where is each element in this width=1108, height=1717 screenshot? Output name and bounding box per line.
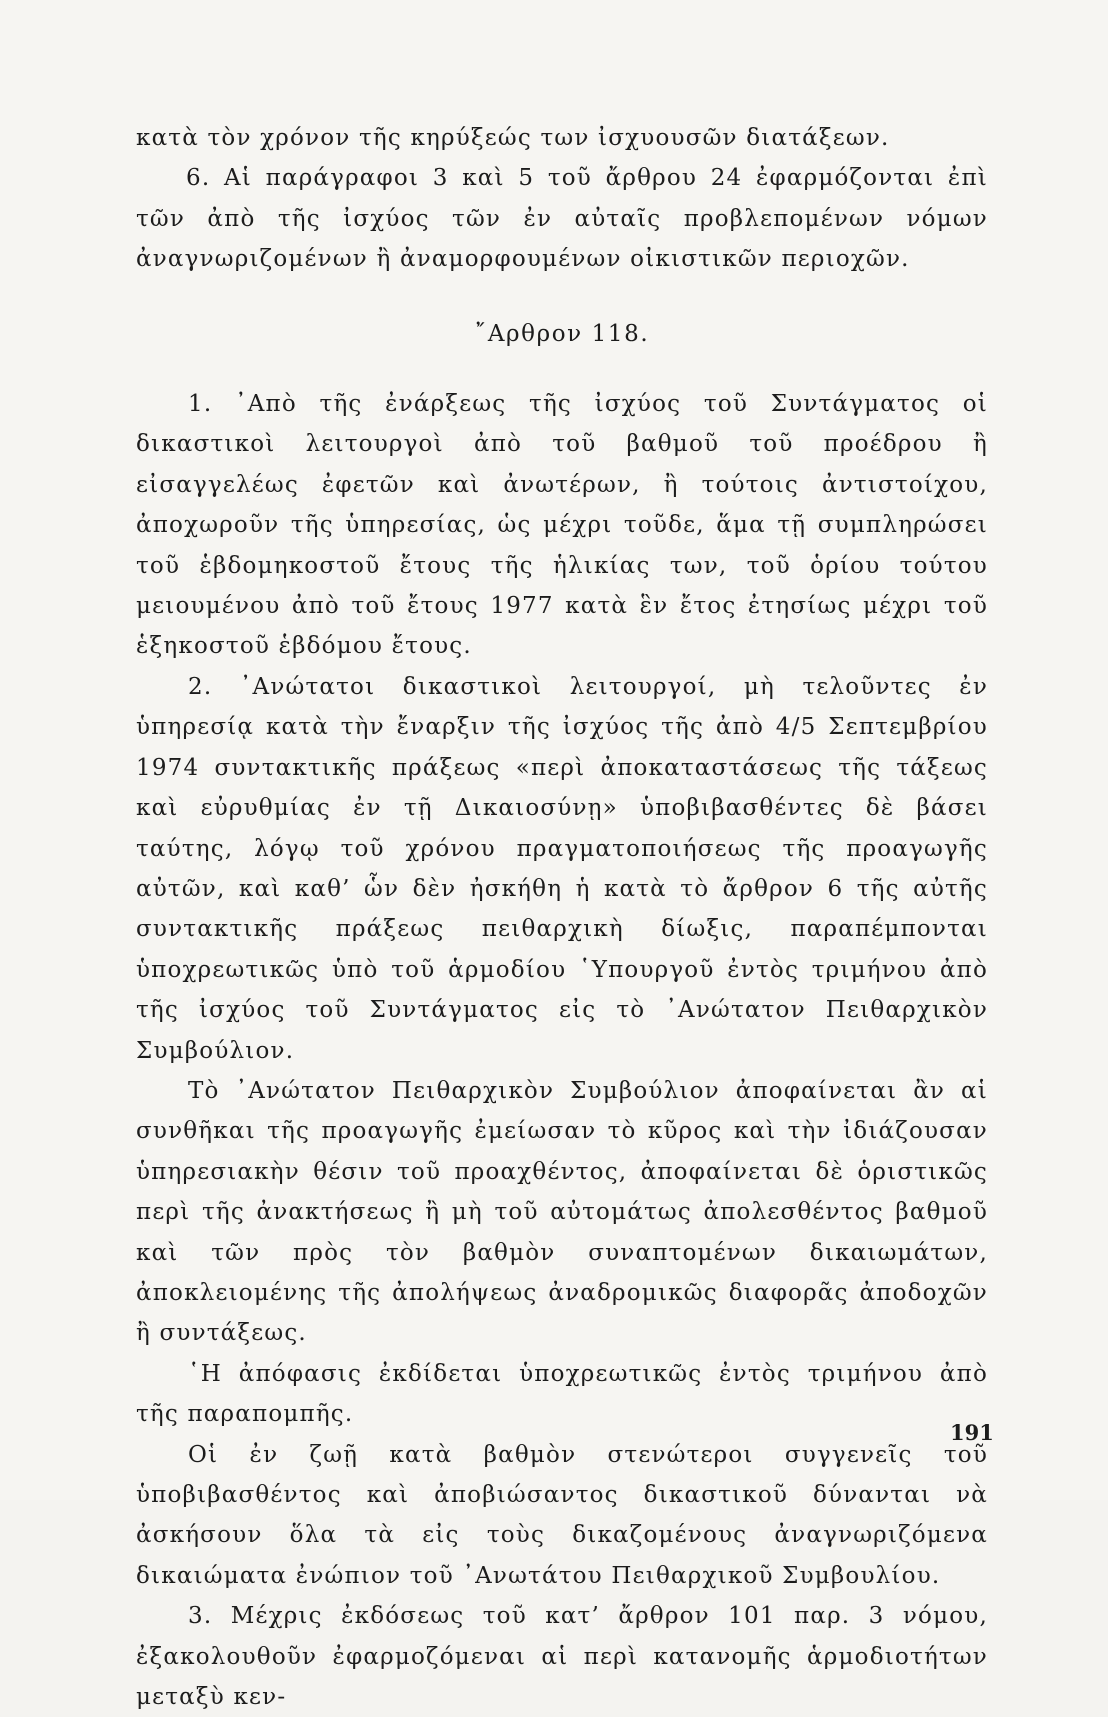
- paragraph-continuation: κατὰ τὸν χρόνον τῆς κηρύξεώς των ἰσχυουσῶν διατάξεων.: [136, 125, 890, 151]
- paragraph-1: 1. ᾿Απὸ τῆς ἐνάρξεως τῆς ἰσχύος τοῦ Συντάγματος οἱ δικαστικοὶ λειτουργοὶ ἀπὸ τοῦ βαθμοῦ τοῦ προέδρου ἢ εἰσαγγελέως ἐφετῶν καὶ ἀνωτέρων, ἢ τούτοις ἀντιστοίχου, ἀποχωροῦν τῆς ὑπηρεσίας, ὡς μέχρι τοῦδε, ἅμα τῇ συμπληρώσει τοῦ ἑβδομηκοστοῦ ἔτους τῆς ἡλικίας των, τοῦ ὁρίου τούτου μειουμένου ἀπὸ τοῦ ἔτους 1977 κατὰ ἓν ἔτος ἐτησίως μέχρι τοῦ ἑξηκοστοῦ ἑβδόμου ἔτους.: [136, 391, 988, 660]
- paragraph-6: 6. Αἱ παράγραφοι 3 καὶ 5 τοῦ ἄρθρου 24 ἐφαρμόζονται ἐπὶ τῶν ἀπὸ τῆς ἰσχύος τῶν ἐν αὐταῖς προβλεπομένων νόμων ἀναγνωριζομένων ἢ ἀναμορφουμένων οἰκιστικῶν περιοχῶν.: [136, 165, 988, 273]
- page-number: 191: [950, 1420, 994, 1445]
- body-text: [136, 118, 988, 1717]
- paragraph-council: Τὸ ᾿Ανώτατον Πειθαρχικὸν Συμβούλιον ἀποφαίνεται ἂν αἱ συνθῆκαι τῆς προαγωγῆς ἐμείωσαν τὸ κῦρος καὶ τὴν ἰδιάζουσαν ὑπηρεσιακὴν θέσιν τοῦ προαχθέντος, ἀποφαίνεται δὲ ὁριστικῶς περὶ τῆς ἀνακτήσεως ἢ μὴ τοῦ αὐτομάτως ἀπολεσθέντος βαθμοῦ καὶ τῶν πρὸς τὸν βαθμὸν συναπτομένων δικαιωμάτων, ἀποκλειομένης τῆς ἀπολήψεως ἀναδρομικῶς διαφορᾶς ἀποδοχῶν ἢ συντάξεως.: [136, 1077, 988, 1347]
- paragraph-2: 2. ᾿Ανώτατοι δικαστικοὶ λειτουργοί, μὴ τελοῦντες ἐν ὑπηρεσίᾳ κατὰ τὴν ἔναρξιν τῆς ἰσχύος τῆς ἀπὸ 4/5 Σεπτεμβρίου 1974 συντακτικῆς πράξεως «περὶ ἀποκαταστάσεως τῆς τάξεως καὶ εὐρυθμίας ἐν τῇ Δικαιοσύνῃ» ὑποβιβασθέντες δὲ βάσει ταύτης, λόγῳ τοῦ χρόνου πραγματοποιήσεως τῆς προαγωγῆς αὐτῶν, καὶ καθ’ ὧν δὲν ἠσκήθη ἡ κατὰ τὸ ἄρθρον 6 τῆς αὐτῆς συντακτικῆς πράξεως πειθαρχικὴ δίωξις, παραπέμπονται ὑποχρεωτικῶς ὑπὸ τοῦ ἁρμοδίου ῾Υπουργοῦ ἐντὸς τριμήνου ἀπὸ τῆς ἰσχύος τοῦ Συντάγματος εἰς τὸ ᾿Ανώτατον Πειθαρχικὸν Συμβούλιον.: [136, 673, 988, 1064]
- paragraph-relatives: Οἱ ἐν ζωῇ κατὰ βαθμὸν στενώτεροι συγγενεῖς τοῦ ὑποβιβασθέντος καὶ ἀποβιώσαντος δικαστικοῦ δύνανται νὰ ἀσκήσουν ὅλα τὰ εἰς τοὺς δικαζομένους ἀναγνωριζόμενα δικαιώματα ἐνώπιον τοῦ ᾿Ανωτάτου Πειθαρχικοῦ Συμβουλίου.: [136, 1441, 988, 1589]
- paragraph-decision: ῾Η ἀπόφασις ἐκδίδεται ὑποχρεωτικῶς ἐντὸς τριμήνου ἀπὸ τῆς παραπομπῆς.: [136, 1360, 988, 1428]
- paragraph-3: 3. Μέχρις ἐκδόσεως τοῦ κατ’ ἄρθρον 101 παρ. 3 νόμου, ἐξακολουθοῦν ἐφαρμοζόμεναι αἱ περὶ κατανομῆς ἁρμοδιοτήτων μεταξὺ κεν-: [136, 1603, 988, 1711]
- article-heading: ῎Αρθρον 118.: [474, 320, 650, 347]
